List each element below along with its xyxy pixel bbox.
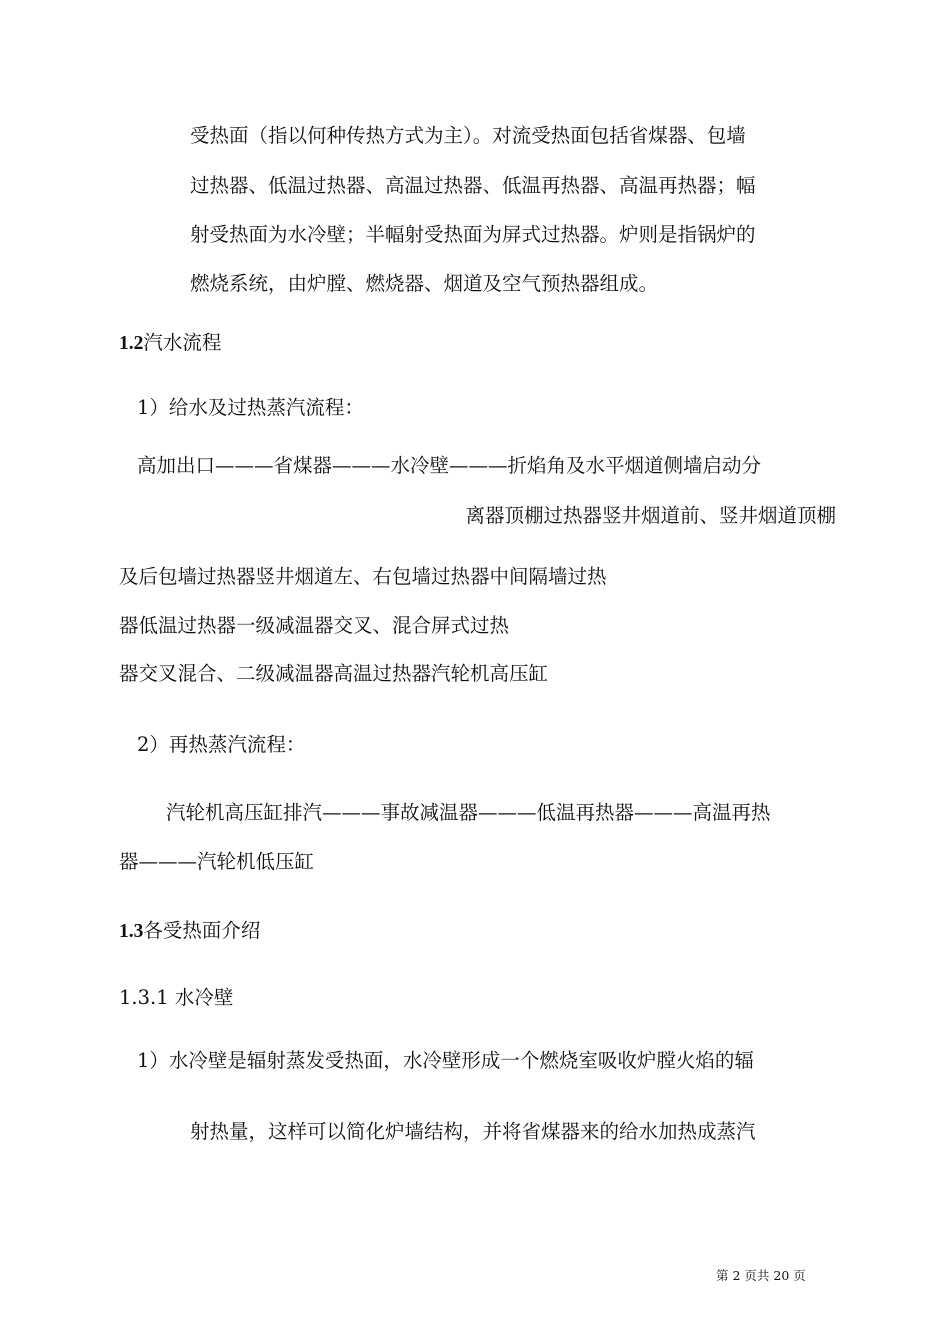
- feedwater-flow-line-1: 高加出口———省煤器———水冷壁———折焰角及水平烟道侧墙启动分: [137, 454, 762, 477]
- subsection-heading-1-3-1: 1.3.1 水冷壁: [119, 986, 234, 1009]
- section-heading-1-2: [119, 331, 221, 356]
- waterwall-point-1-line-2: 射热量，这样可以简化炉墙结构，并将省煤器来的给水加热成蒸汽: [190, 1120, 756, 1143]
- page-number: 第 2 页共 20 页: [716, 1268, 806, 1283]
- intro-line-1: 受热面（指以何种传热方式为主）。对流受热面包括省煤器、包墙: [190, 124, 746, 147]
- reheat-flow-line-2: 器———汽轮机低压缸: [119, 850, 315, 873]
- feedwater-flow-line-4: 器低温过热器一级减温器交叉、混合屏式过热: [119, 614, 510, 637]
- intro-line-3: 射受热面为水冷壁；半幅射受热面为屏式过热器。炉则是指锅炉的: [190, 223, 756, 246]
- waterwall-point-1-line-1: 1）水冷壁是辐射蒸发受热面，水冷壁形成一个燃烧室吸收炉膛火焰的辐: [137, 1049, 754, 1072]
- feedwater-flow-line-5: 器交叉混合、二级减温器高温过热器汽轮机高压缸: [119, 662, 549, 685]
- section-title: 汽水流程: [143, 331, 222, 354]
- feedwater-flow-heading: 1）给水及过热蒸汽流程：: [137, 396, 364, 419]
- feedwater-flow-line-3: 及后包墙过热器竖井烟道左、右包墙过热器中间隔墙过热: [119, 565, 607, 588]
- intro-line-4: 燃烧系统，由炉膛、燃烧器、烟道及空气预热器组成。: [190, 272, 659, 295]
- section-heading-1-3: [119, 919, 260, 944]
- intro-line-2: 过热器、低温过热器、高温过热器、低温再热器、高温再热器；幅: [190, 174, 756, 197]
- feedwater-flow-line-2: 离器顶棚过热器竖井烟道前、竖井烟道顶棚: [465, 504, 836, 527]
- reheat-flow-heading: 2）再热蒸汽流程：: [137, 733, 306, 756]
- reheat-flow-line-1: 汽轮机高压缸排汽———事故减温器———低温再热器———高温再热: [166, 801, 771, 824]
- section-number: 1.3: [119, 921, 144, 942]
- section-number: 1.2: [119, 333, 144, 354]
- section-title: 各受热面介绍: [143, 919, 261, 942]
